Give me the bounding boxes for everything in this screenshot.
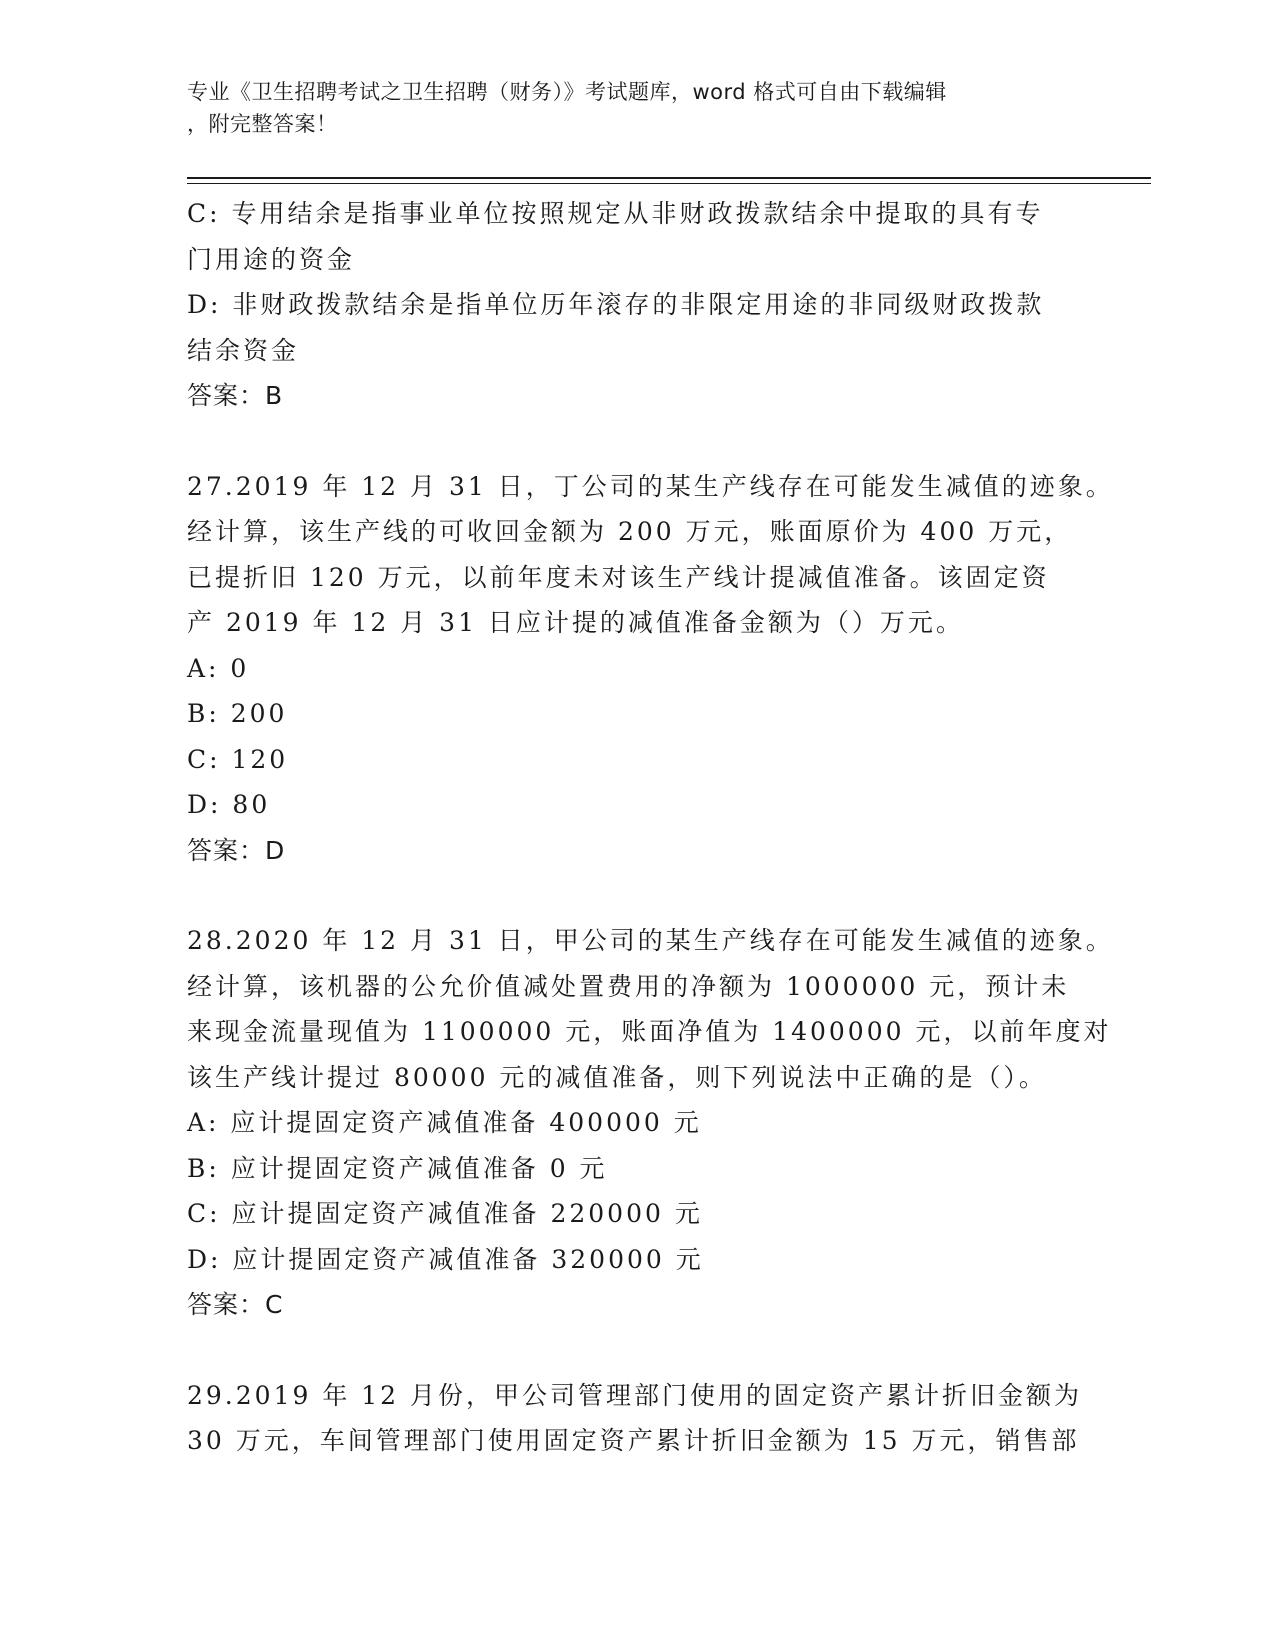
option-a: A: 0 (187, 653, 250, 683)
question-content (187, 191, 1114, 1464)
question-stem-line: 29.2019 年 12 月份，甲公司管理部门使用的固定资产累计折旧金额为 (187, 1380, 1083, 1410)
option-b: B: 应计提固定资产减值准备 0 元 (187, 1153, 608, 1183)
previous-question-tail (187, 191, 1087, 419)
spacer (187, 873, 1087, 918)
answer-label: 答案：D (187, 835, 286, 865)
question-29 (187, 1373, 1087, 1464)
question-stem-line: 产 2019 年 12 月 31 日应计提的减值准备金额为（）万元。 (187, 608, 964, 637)
question-stem-line: 该生产线计提过 80000 元的减值准备，则下列说法中正确的是（）。 (187, 1062, 1047, 1092)
question-stem-line: 经计算，该机器的公允价值减处置费用的净额为 1000000 元，预计未 (187, 971, 1070, 1001)
spacer (187, 419, 1087, 464)
option-d-line-1: D: 非财政拨款结余是指单位历年滚存的非限定用途的非同级财政拨款 (187, 290, 1045, 319)
option-c: C: 应计提固定资产减值准备 220000 元 (187, 1199, 703, 1228)
header-divider-thick (187, 177, 1151, 179)
option-b: B: 200 (187, 699, 288, 728)
question-27 (187, 464, 1114, 874)
option-d-line-2: 结余资金 (187, 335, 300, 365)
header-line-1: 专业《卫生招聘考试之卫生招聘（财务）》考试题库，word 格式可自由下载编辑 (187, 80, 947, 104)
header-line-2: ，附完整答案！ (187, 112, 338, 136)
answer-label: 答案：C (187, 1290, 284, 1319)
question-stem-line: 经计算，该生产线的可收回金额为 200 万元，账面原价为 400 万元， (187, 517, 1073, 546)
question-stem-line: 来现金流量现值为 1100000 元，账面净值为 1400000 元，以前年度对 (187, 1017, 1112, 1046)
option-d: D: 80 (187, 790, 271, 819)
option-c-line-2: 门用途的资金 (187, 244, 356, 274)
question-stem-line: 27.2019 年 12 月 31 日，丁公司的某生产线存在可能发生减值的迹象。 (187, 471, 1114, 501)
header-divider-thin (187, 183, 1151, 184)
question-stem-line: 已提折旧 120 万元，以前年度未对该生产线计提减值准备。该固定资 (187, 562, 1050, 592)
option-d: D: 应计提固定资产减值准备 320000 元 (187, 1244, 704, 1274)
spacer (187, 1328, 1087, 1373)
question-stem-line: 30 万元，车间管理部门使用固定资产累计折旧金额为 15 万元，销售部 (187, 1426, 1080, 1455)
answer-label: 答案：B (187, 381, 284, 410)
option-c: C: 120 (187, 744, 289, 774)
document-header (187, 76, 1067, 140)
option-a: A: 应计提固定资产减值准备 400000 元 (187, 1108, 702, 1137)
question-stem-line: 28.2020 年 12 月 31 日，甲公司的某生产线存在可能发生减值的迹象。 (187, 926, 1114, 955)
question-28 (187, 918, 1114, 1328)
option-c-line-1: C: 专用结余是指事业单位按照规定从非财政拨款结余中提取的具有专 (187, 199, 1044, 228)
